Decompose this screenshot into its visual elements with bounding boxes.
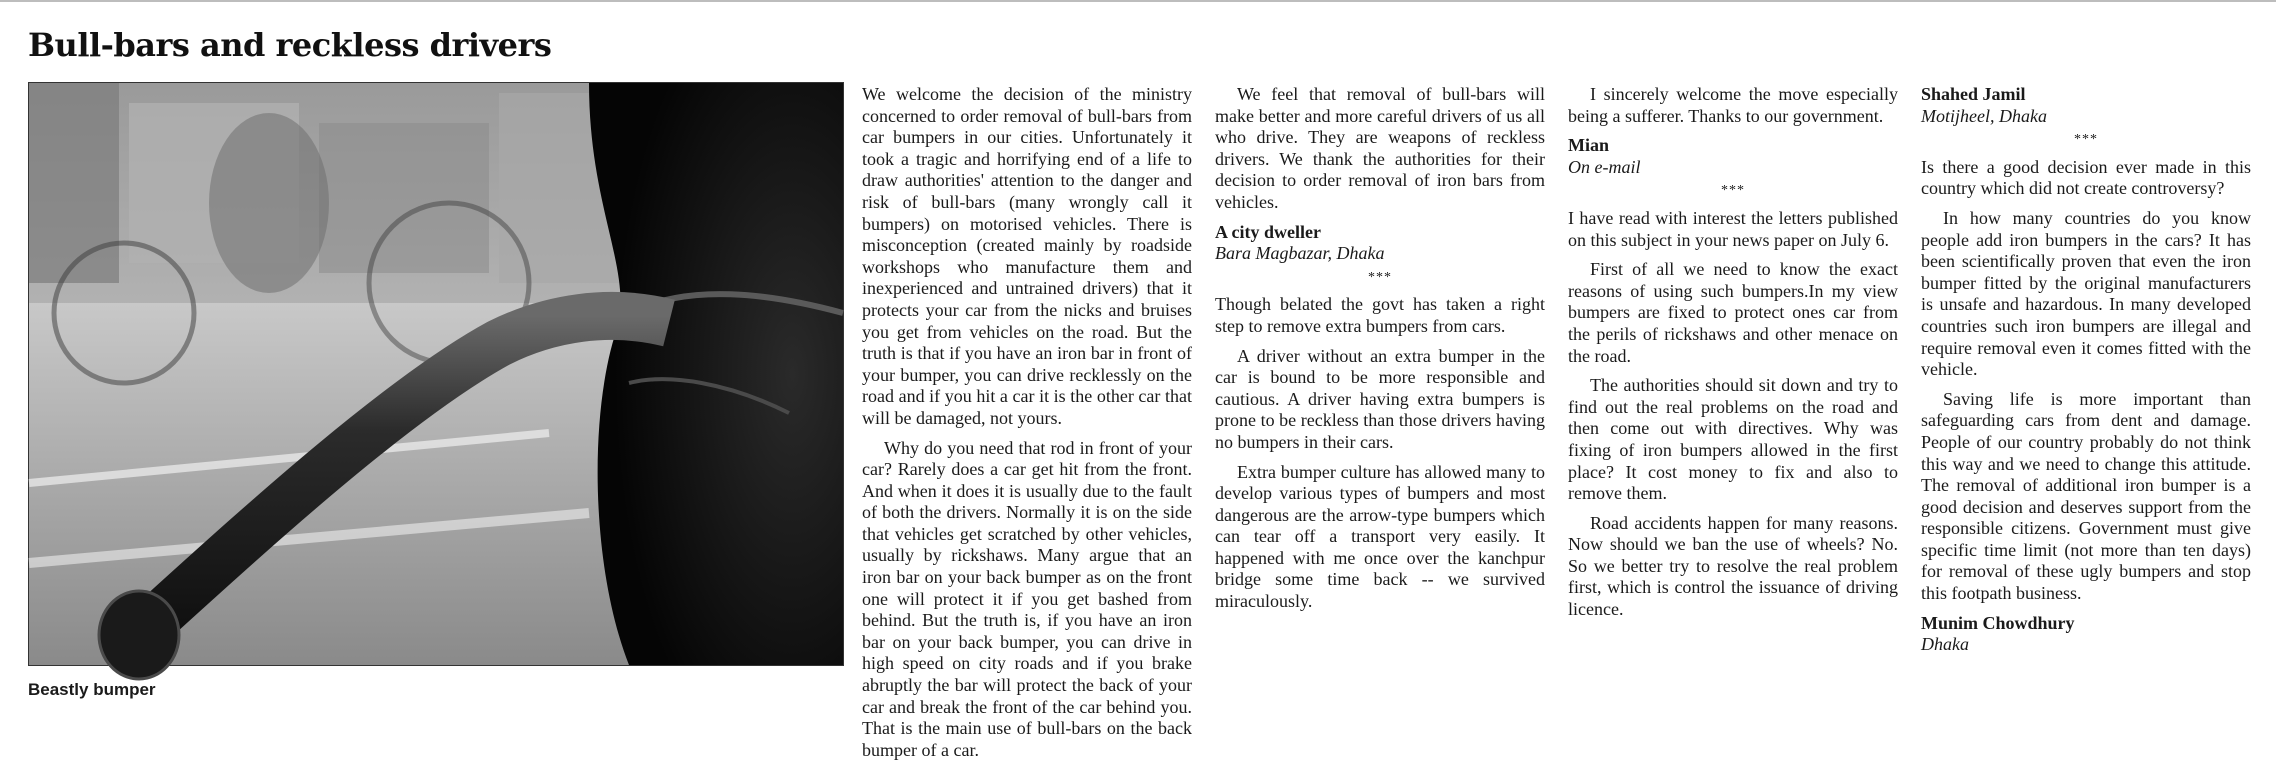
letter-location: Dhaka bbox=[1921, 634, 2251, 656]
letter-paragraph: Though belated the govt has taken a right step to remove extra bumpers from cars. bbox=[1215, 294, 1545, 337]
photo-caption: Beastly bumper bbox=[28, 680, 156, 700]
letter-paragraph: We feel that removal of bull-bars will make better and more careful drivers of us all who drive. They are weapons of reckless drivers. We thank the authorities for their decision to order removal of iron bars from vehicles. bbox=[1215, 84, 1545, 214]
text-column-1 bbox=[862, 84, 1192, 724]
letter-signature: Shahed Jamil bbox=[1921, 84, 2251, 106]
letter-paragraph: Road accidents happen for many reasons. Now should we ban the use of wheels? No. So we better try to resolve the real problem first, which is control the issuance of driving licence. bbox=[1568, 513, 1898, 621]
letter-signature: Mian bbox=[1568, 135, 1898, 157]
letter-paragraph: Extra bumper culture has allowed many to develop various types of bumpers and most dangerous are the arrow-type bumpers which can tear off a transport very easily. It happened with me once over the kanchpur bridge some time back -- we survived miraculously. bbox=[1215, 462, 1545, 613]
top-rule bbox=[0, 0, 2276, 2]
letter-signature: A city dweller bbox=[1215, 222, 1545, 244]
letter-separator: *** bbox=[1568, 180, 1898, 202]
text-column-2 bbox=[1215, 84, 1545, 724]
letter-separator: *** bbox=[1921, 129, 2251, 151]
letter-location: Bara Magbazar, Dhaka bbox=[1215, 243, 1545, 265]
text-column-3 bbox=[1568, 84, 1898, 724]
text-column-4 bbox=[1921, 84, 2251, 724]
letter-paragraph: A driver without an extra bumper in the car is bound to be more responsible and cautious. A driver having extra bumpers is prone to be reckless than those drivers having no bumpers in their cars. bbox=[1215, 346, 1545, 454]
letter-paragraph: In how many countries do you know people add iron bumpers in the cars? It has been scientifically proven that even the iron bumper fitted by the original manufacturers is unsafe and hazardous. In many developed countries such iron bumpers are illegal and require removal even it comes fitted with the vehicle. bbox=[1921, 208, 2251, 381]
letter-paragraph: I sincerely welcome the move especially being a sufferer. Thanks to our government. bbox=[1568, 84, 1898, 127]
letter-location: Motijheel, Dhaka bbox=[1921, 106, 2251, 128]
letter-paragraph: First of all we need to know the exact reasons of using such bumpers.In my view bumpers are fixed to protect ones car from the perils of rickshaws and other menace on the road. bbox=[1568, 259, 1898, 367]
letter-paragraph: Saving life is more important than safeguarding cars from dent and damage. People of our country probably do not think this way and we need to change this attitude. The removal of additional iron bumper is a good decision and deserves support from the responsible citizens. Government must give specific time limit (not more than ten days) for removal of these ugly bumpers and stop this footpath business. bbox=[1921, 389, 2251, 605]
letter-paragraph: I have read with interest the letters published on this subject in your news paper on July 6. bbox=[1568, 208, 1898, 251]
letter-location: On e-mail bbox=[1568, 157, 1898, 179]
letter-signature: Munim Chowdhury bbox=[1921, 613, 2251, 635]
article-photo bbox=[28, 82, 844, 666]
letter-paragraph: Why do you need that rod in front of your car? Rarely does a car get hit from the front. And when it does it is usually due to the fault of both the drivers. Normally it is on the side that vehicles get scratched by other vehicles, usually by rickshaws. Many argue that an iron bar on your back bumper as on the front one will protect it if you get bashed from behind. But the truth is, if you have an iron bar on your back bumper, you can drive in high speed on city roads and if you brake abruptly the bar will protect the back of your car and break the front of the car behind you. That is the main use of bull-bars on the back bumper of a car. bbox=[862, 438, 1192, 761]
letter-paragraph: We welcome the decision of the ministry concerned to order removal of bull-bars from car bumpers in our cities. Unfortunately it took a tragic and horrifying end of a life to draw authorities' attention to the danger and risk of bull-bars (many wrongly call it bumpers) on motorised vehicles. There is misconception (created mainly by roadside workshops who manufacture them and inexperienced and untrained drivers) that it protects your car from the nicks and bruises you get from vehicles on the road. But the truth is that if you have an iron bar in front of your bumper, you can drive recklessly on the road and if you hit a car it is the other car that will be damaged, not yours. bbox=[862, 84, 1192, 430]
article-headline: Bull-bars and reckless drivers bbox=[28, 26, 551, 64]
letter-paragraph: Is there a good decision ever made in this country which did not create controversy? bbox=[1921, 157, 2251, 200]
letter-paragraph: The authorities should sit down and try to find out the real problems on the road and then come out with directives. Why was fixing of iron bumpers allowed in the first place? It cost money to fix and also to remove them. bbox=[1568, 375, 1898, 505]
letter-separator: *** bbox=[1215, 267, 1545, 289]
